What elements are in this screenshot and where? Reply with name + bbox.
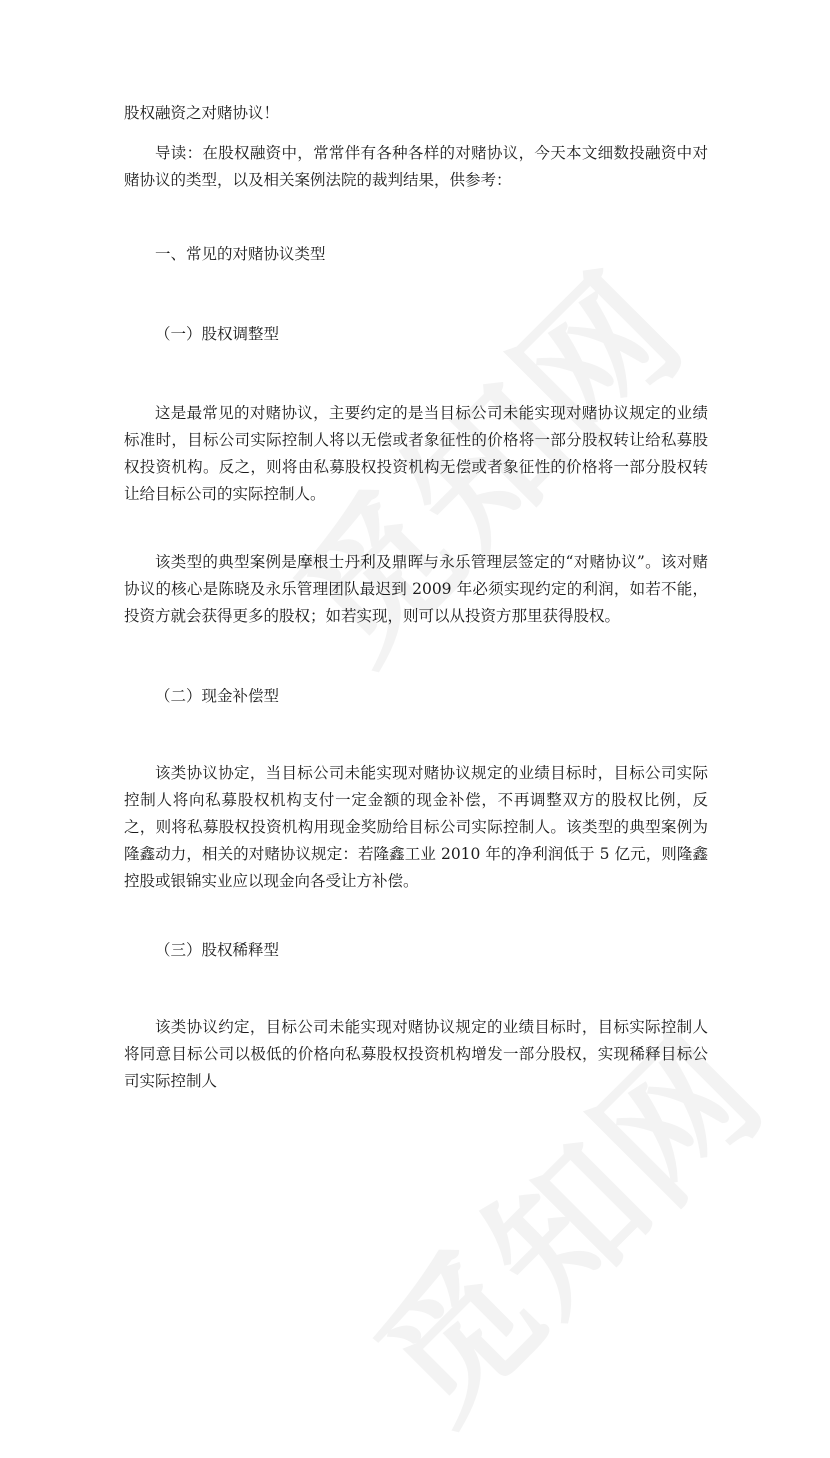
paragraph: 该类协议约定，目标公司未能实现对赌协议规定的业绩目标时，目标实际控制人将同意目标公司以极低的价格向私募股权投资机构增发一部分股权，实现稀释目标公司实际控制人: [124, 1018, 708, 1090]
section-heading: 一、常见的对赌协议类型: [155, 245, 326, 263]
document-title: 股权融资之对赌协议！: [124, 104, 280, 122]
paragraph: 这是最常见的对赌协议，主要约定的是当目标公司未能实现对赌协议规定的业绩标准时，目标公司实际控制人将以无偿或者象征性的价格将一部分股权转让给私募股权投资机构。反之，则将由私募股权投资机构无偿或者象征性的价格将一部分股权转让给目标公司的实际控制人。: [124, 404, 708, 503]
paragraph: 该类型的典型案例是摩根士丹利及鼎晖与永乐管理层签定的“对赌协议”。该对赌协议的核心是陈晓及永乐管理团队最迟到 2009 年必须实现约定的利润，如若不能，投资方就会获得更多的股权；如若实现，则可以从投资方那里获得股权。: [124, 553, 708, 625]
subsection-heading: （二）现金补偿型: [155, 687, 280, 705]
intro-paragraph: 导读：在股权融资中，常常伴有各种各样的对赌协议，今天本文细数投融资中对赌协议的类型，以及相关案例法院的裁判结果，供参考：: [124, 144, 708, 189]
subsection-heading: （三）股权稀释型: [155, 941, 280, 959]
subsection-heading: （一）股权调整型: [155, 325, 280, 343]
paragraph: 该类协议协定，当目标公司未能实现对赌协议规定的业绩目标时，目标公司实际控制人将向私募股权机构支付一定金额的现金补偿，不再调整双方的股权比例，反之，则将私募股权投资机构用现金奖励给目标公司实际控制人。该类型的典型案例为隆鑫动力，相关的对赌协议规定：若隆鑫工业 2010 年的净利润低于 5 亿元，则隆鑫控股或银锦实业应以现金向各受让方补偿。: [124, 764, 708, 890]
